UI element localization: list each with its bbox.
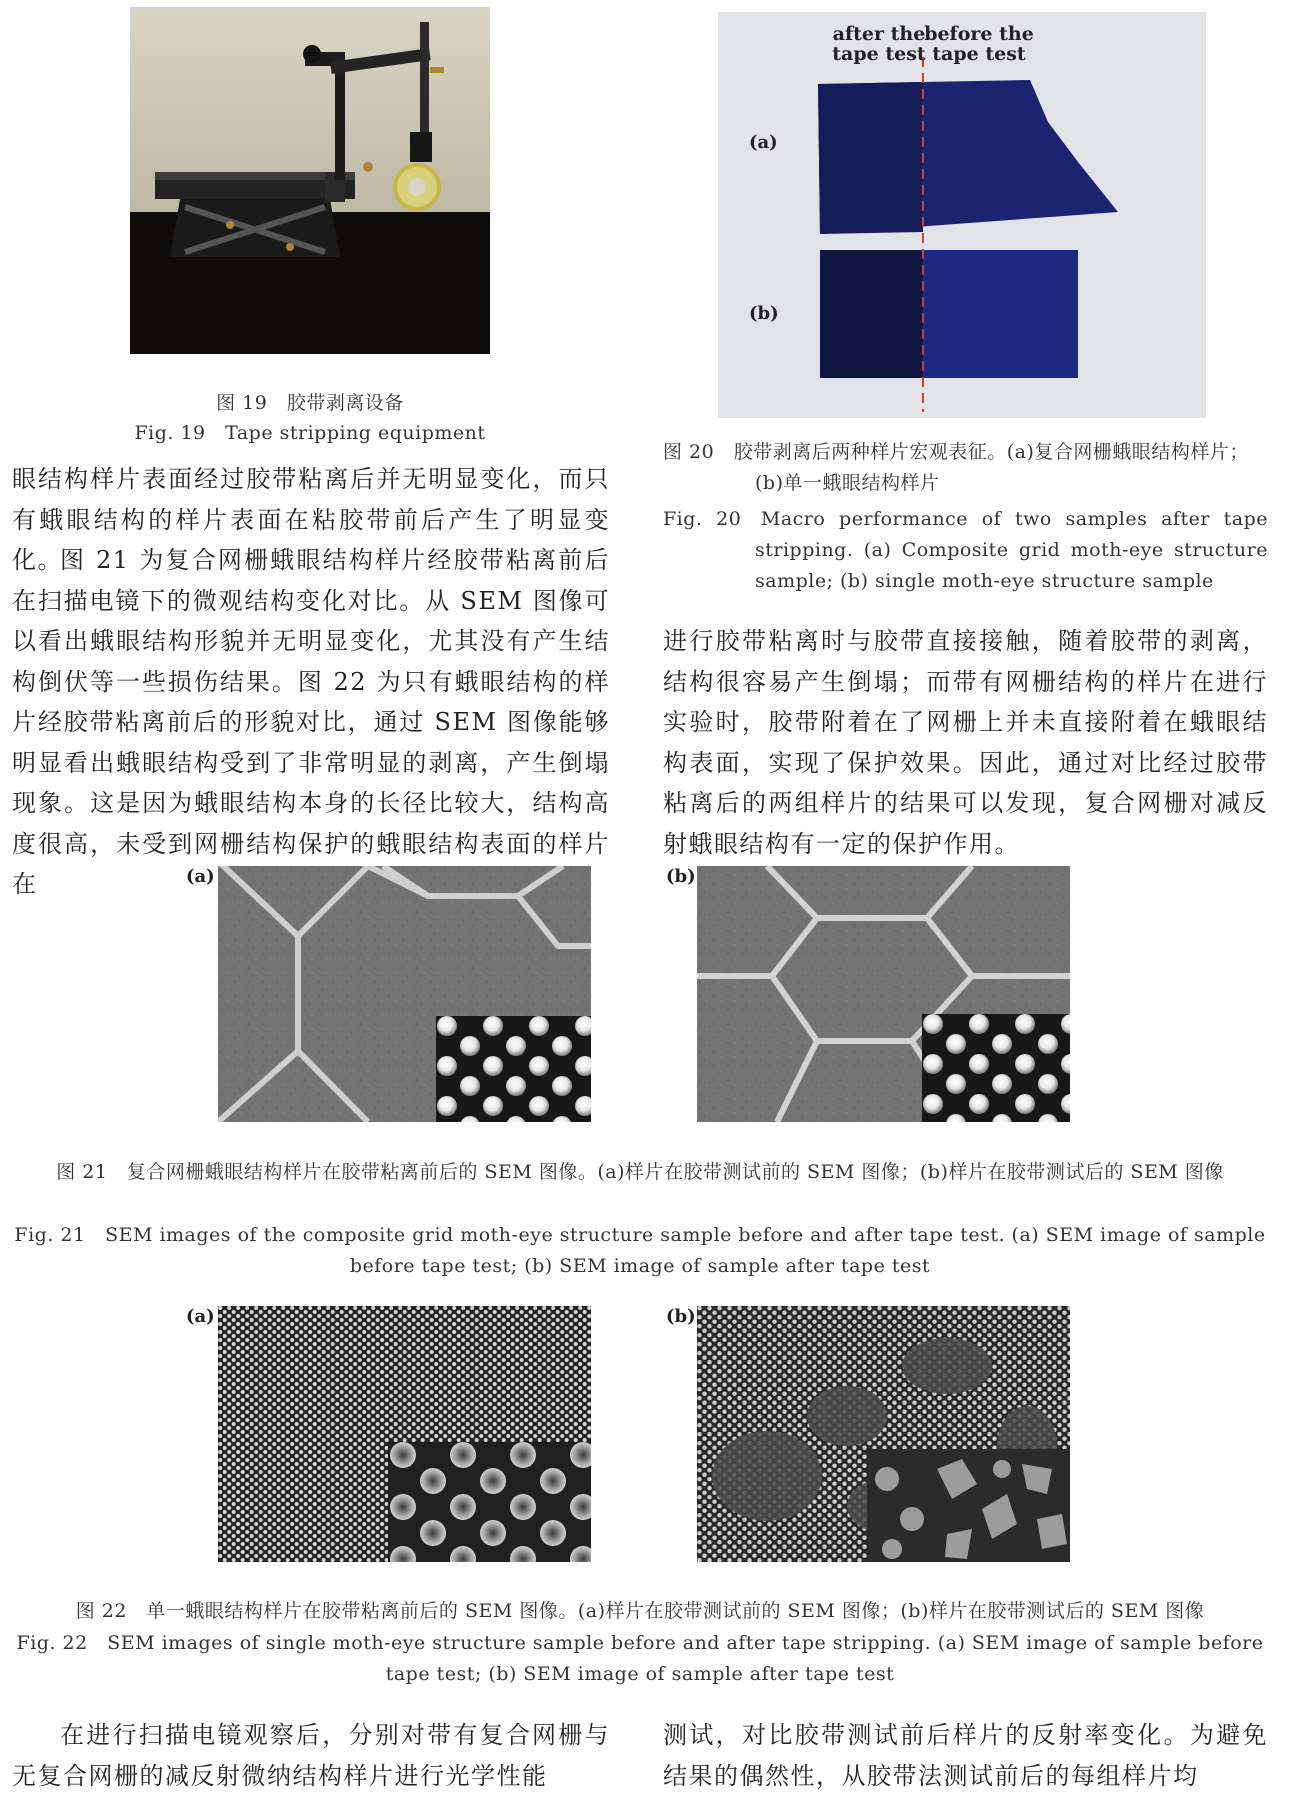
- fig20-caption-en: [663, 504, 1268, 597]
- fig22-caption-cn: 图 22 单一蛾眼结构样片在胶带粘离前后的 SEM 图像。(a)样片在胶带测试前的 SEM 图像；(b)样片在胶带测试后的 SEM 图像: [75, 1600, 1205, 1622]
- macro-samples-photo-icon: [718, 12, 1206, 418]
- fig20-caption-cn-prefix: 图 20: [663, 441, 715, 463]
- fig21-caption-en: Fig. 21 SEM images of the composite grid moth-eye structure sample before and after tape test. (a) SEM image of sample before tape test; (b) SEM image of sample after tape test: [14, 1224, 1266, 1277]
- fig22-panel-a: (a): [186, 1306, 215, 1327]
- bottom-right-paragraph: 测试，对比胶带测试前后样片的反射率变化。为避免结果的偶然性，从胶带法测试前后的每组样片均: [663, 1721, 1268, 1790]
- fig21a-sem-image: [218, 866, 591, 1122]
- fig20-caption-cn-body: 胶带剥离后两种样片宏观表征。(a)复合网栅蛾眼结构样片；(b)单一蛾眼结构样片: [733, 441, 1249, 494]
- fig19-caption-cn: 图 19 胶带剥离设备: [216, 392, 404, 414]
- fig20-panel-b: (b): [749, 303, 779, 324]
- right-paragraph-1: 进行胶带粘离时与胶带直接接触，随着胶带的剥离，结构很容易产生倒塌；而带有网栅结构的样片在进行实验时，胶带附着在了网栅上并未直接附着在蛾眼结构表面，实现了保护效果。因此，通过对比经过胶带粘离后的两组样片的结果可以发现，复合网栅对减反射蛾眼结构有一定的保护作用。: [663, 627, 1268, 858]
- fig20-caption-en-body: Macro performance of two samples after tape stripping. (a) Composite grid moth-eye structure sample; (b) single moth-eye structure sample: [755, 508, 1268, 592]
- fig20-label-after: after the tape test: [832, 23, 926, 65]
- fig20-caption-cn: [663, 437, 1268, 499]
- fig22a-inset: [388, 1442, 591, 1562]
- fig19-photo: [130, 7, 490, 354]
- fig22-caption-en: Fig. 22 SEM images of single moth-eye structure sample before and after tape stripping. (a) SEM image of sample before tape test; (b) SEM image of sample after tape test: [16, 1632, 1264, 1685]
- fig21-panel-a: (a): [186, 866, 215, 887]
- left-paragraph-1: 眼结构样片表面经过胶带粘离后并无明显变化，而只有蛾眼结构的样片表面在粘胶带前后产生了明显变化。: [12, 465, 610, 574]
- fig20-panel-a: (a): [749, 132, 778, 153]
- fig21-caption-cn: 图 21 复合网栅蛾眼结构样片在胶带粘离前后的 SEM 图像。(a)样片在胶带测试前的 SEM 图像；(b)样片在胶带测试后的 SEM 图像: [56, 1161, 1224, 1183]
- fig22b-sem-image: [697, 1306, 1070, 1562]
- fig21a-inset: [436, 1016, 591, 1122]
- fig22a-sem-image: [218, 1306, 591, 1562]
- fig19-caption-en: Fig. 19 Tape stripping equipment: [134, 422, 486, 444]
- fig20-caption-en-prefix: Fig. 20: [663, 508, 742, 530]
- fig20-label-before: before the tape test: [924, 23, 1034, 65]
- fig21b-sem-image: [697, 866, 1070, 1122]
- tape-stripping-rig-photo-icon: [130, 7, 490, 354]
- fig21b-inset: [922, 1014, 1070, 1122]
- bottom-left-paragraph: 在进行扫描电镜观察后，分别对带有复合网栅与无复合网栅的减反射微纳结构样片进行光学性能: [12, 1721, 610, 1790]
- fig22-panel-b: (b): [666, 1306, 696, 1327]
- left-paragraph-2: 图 21 为复合网栅蛾眼结构样片经胶带粘离前后在扫描电镜下的微观结构变化对比。从 SEM 图像可以看出蛾眼结构形貌并无明显变化，尤其没有产生结构倒伏等一些损伤结果。图 22 为只有蛾眼结构的样片经胶带粘离前后的形貌对比，通过 SEM 图像能够明显看出蛾眼结构受到了非常明显的剥离，产生倒塌现象。这是因为蛾眼结构本身的长径比较大，结构高度很高，未受到网栅结构保护的蛾眼结构表面的样片在: [12, 546, 610, 898]
- fig22b-inset: [867, 1449, 1070, 1562]
- fig20-photo: [718, 12, 1206, 418]
- fig21-panel-b: (b): [666, 866, 696, 887]
